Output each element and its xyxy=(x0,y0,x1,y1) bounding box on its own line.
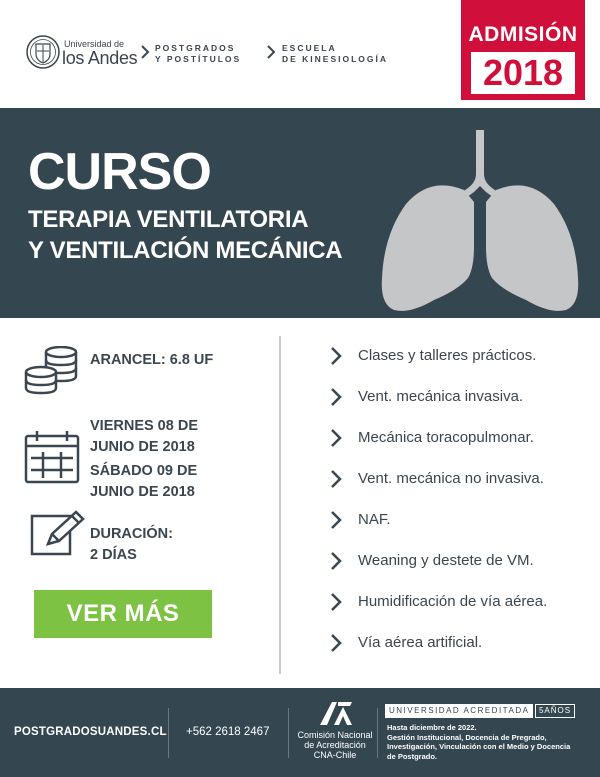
topic-label: Vent. mecánica invasiva. xyxy=(358,388,524,405)
university-name-small: Universidad de xyxy=(64,39,125,49)
chevron-right-icon xyxy=(330,429,342,447)
topic-label: Mecánica toracopulmonar. xyxy=(358,429,534,446)
accreditation-detail-line1: Hasta diciembre de 2022. xyxy=(387,723,477,732)
course-name-line2: Y VENTILACIÓN MECÁNICA xyxy=(28,237,343,264)
ver-mas-button[interactable]: VER MÁS xyxy=(34,590,212,638)
list-item xyxy=(330,386,547,427)
breadcrumb-escuela-line2: DE KINESIOLOGÍA xyxy=(282,54,389,64)
pencil-icon xyxy=(30,510,86,556)
course-name-line1: TERAPIA VENTILATORIA xyxy=(28,206,309,233)
topics-list xyxy=(330,345,547,673)
topic-label: NAF. xyxy=(358,511,391,528)
lungs-icon xyxy=(380,128,580,314)
footer-divider xyxy=(168,708,169,758)
chevron-right-icon xyxy=(330,552,342,570)
accreditation-years: 5AÑOS xyxy=(535,704,575,718)
phone-number[interactable]: +562 2618 2467 xyxy=(186,726,270,738)
chevron-right-icon xyxy=(330,470,342,488)
breadcrumb-escuela[interactable] xyxy=(282,43,388,65)
university-name: los Andes xyxy=(62,48,138,68)
list-item xyxy=(330,427,547,468)
date-second-day xyxy=(90,461,197,503)
duration-text xyxy=(90,524,173,566)
university-seal-icon xyxy=(26,32,60,72)
accreditation-detail-line3: Investigación, Vinculación con el Medio y Docencia xyxy=(387,742,571,751)
chevron-right-icon xyxy=(330,347,342,365)
footer-divider xyxy=(377,708,378,758)
breadcrumb-postgrados[interactable] xyxy=(155,43,241,65)
chevron-right-icon xyxy=(330,634,342,652)
date-second-day-line2: JUNIO DE 2018 xyxy=(90,484,195,500)
topic-label: Vía aérea artificial. xyxy=(358,634,483,651)
cna-name xyxy=(296,730,374,760)
list-item xyxy=(330,591,547,632)
list-item xyxy=(330,509,547,550)
topic-label: Humidificación de vía aérea. xyxy=(358,593,548,610)
topic-label: Weaning y destete de VM. xyxy=(358,552,534,569)
chevron-right-icon xyxy=(330,388,342,406)
admission-badge xyxy=(461,0,585,100)
footer-divider xyxy=(288,708,289,758)
list-item xyxy=(330,550,547,591)
cna-name-line2: de Acreditación xyxy=(304,740,366,750)
website-link[interactable]: POSTGRADOSUANDES.CL xyxy=(14,726,167,738)
duration-value: 2 DÍAS xyxy=(90,547,137,563)
topic-label: Clases y talleres prácticos. xyxy=(358,347,537,364)
chevron-right-icon xyxy=(140,45,150,59)
list-item xyxy=(330,632,547,673)
list-item xyxy=(330,345,547,386)
cna-logo-icon xyxy=(318,700,354,726)
accreditation-detail-line4: de Postgrado. xyxy=(387,751,438,761)
course-name xyxy=(28,204,342,266)
date-first-day xyxy=(90,416,198,458)
chevron-right-icon xyxy=(330,511,342,529)
accreditation-badge xyxy=(385,704,575,718)
list-item xyxy=(330,468,547,509)
breadcrumb-postgrados-line2: Y POSTÍTULOS xyxy=(155,54,242,64)
accreditation-label: UNIVERSIDAD ACREDITADA xyxy=(385,704,533,718)
course-banner xyxy=(0,108,600,318)
date-second-day-line1: SÁBADO 09 DE xyxy=(90,463,198,479)
admission-label: ADMISIÓN xyxy=(468,23,578,46)
breadcrumb-escuela-line1: ESCUELA xyxy=(282,43,337,53)
header xyxy=(0,0,600,108)
chevron-right-icon xyxy=(266,45,276,59)
chevron-right-icon xyxy=(330,593,342,611)
topic-label: Vent. mecánica no invasiva. xyxy=(358,470,544,487)
date-first-day-line2: JUNIO DE 2018 xyxy=(90,439,195,455)
cna-name-line3: CNA-Chile xyxy=(313,750,357,760)
arancel-text: ARANCEL: 6.8 UF xyxy=(90,352,214,368)
calendar-icon xyxy=(24,430,80,486)
breadcrumb-postgrados-line1: POSTGRADOS xyxy=(155,43,236,53)
banner-title: CURSO xyxy=(28,143,211,201)
accreditation-detail xyxy=(387,723,592,761)
cna-name-line1: Comisión Nacional xyxy=(297,730,373,740)
admission-year: 2018 xyxy=(471,52,575,94)
accreditation-detail-line2: Gestión Institucional, Docencia de Pregrado, xyxy=(387,732,547,742)
duration-label: DURACIÓN: xyxy=(90,526,173,542)
footer xyxy=(0,688,600,777)
column-divider xyxy=(279,336,281,674)
date-first-day-line1: VIERNES 08 DE xyxy=(90,418,198,434)
coins-icon xyxy=(24,346,78,396)
